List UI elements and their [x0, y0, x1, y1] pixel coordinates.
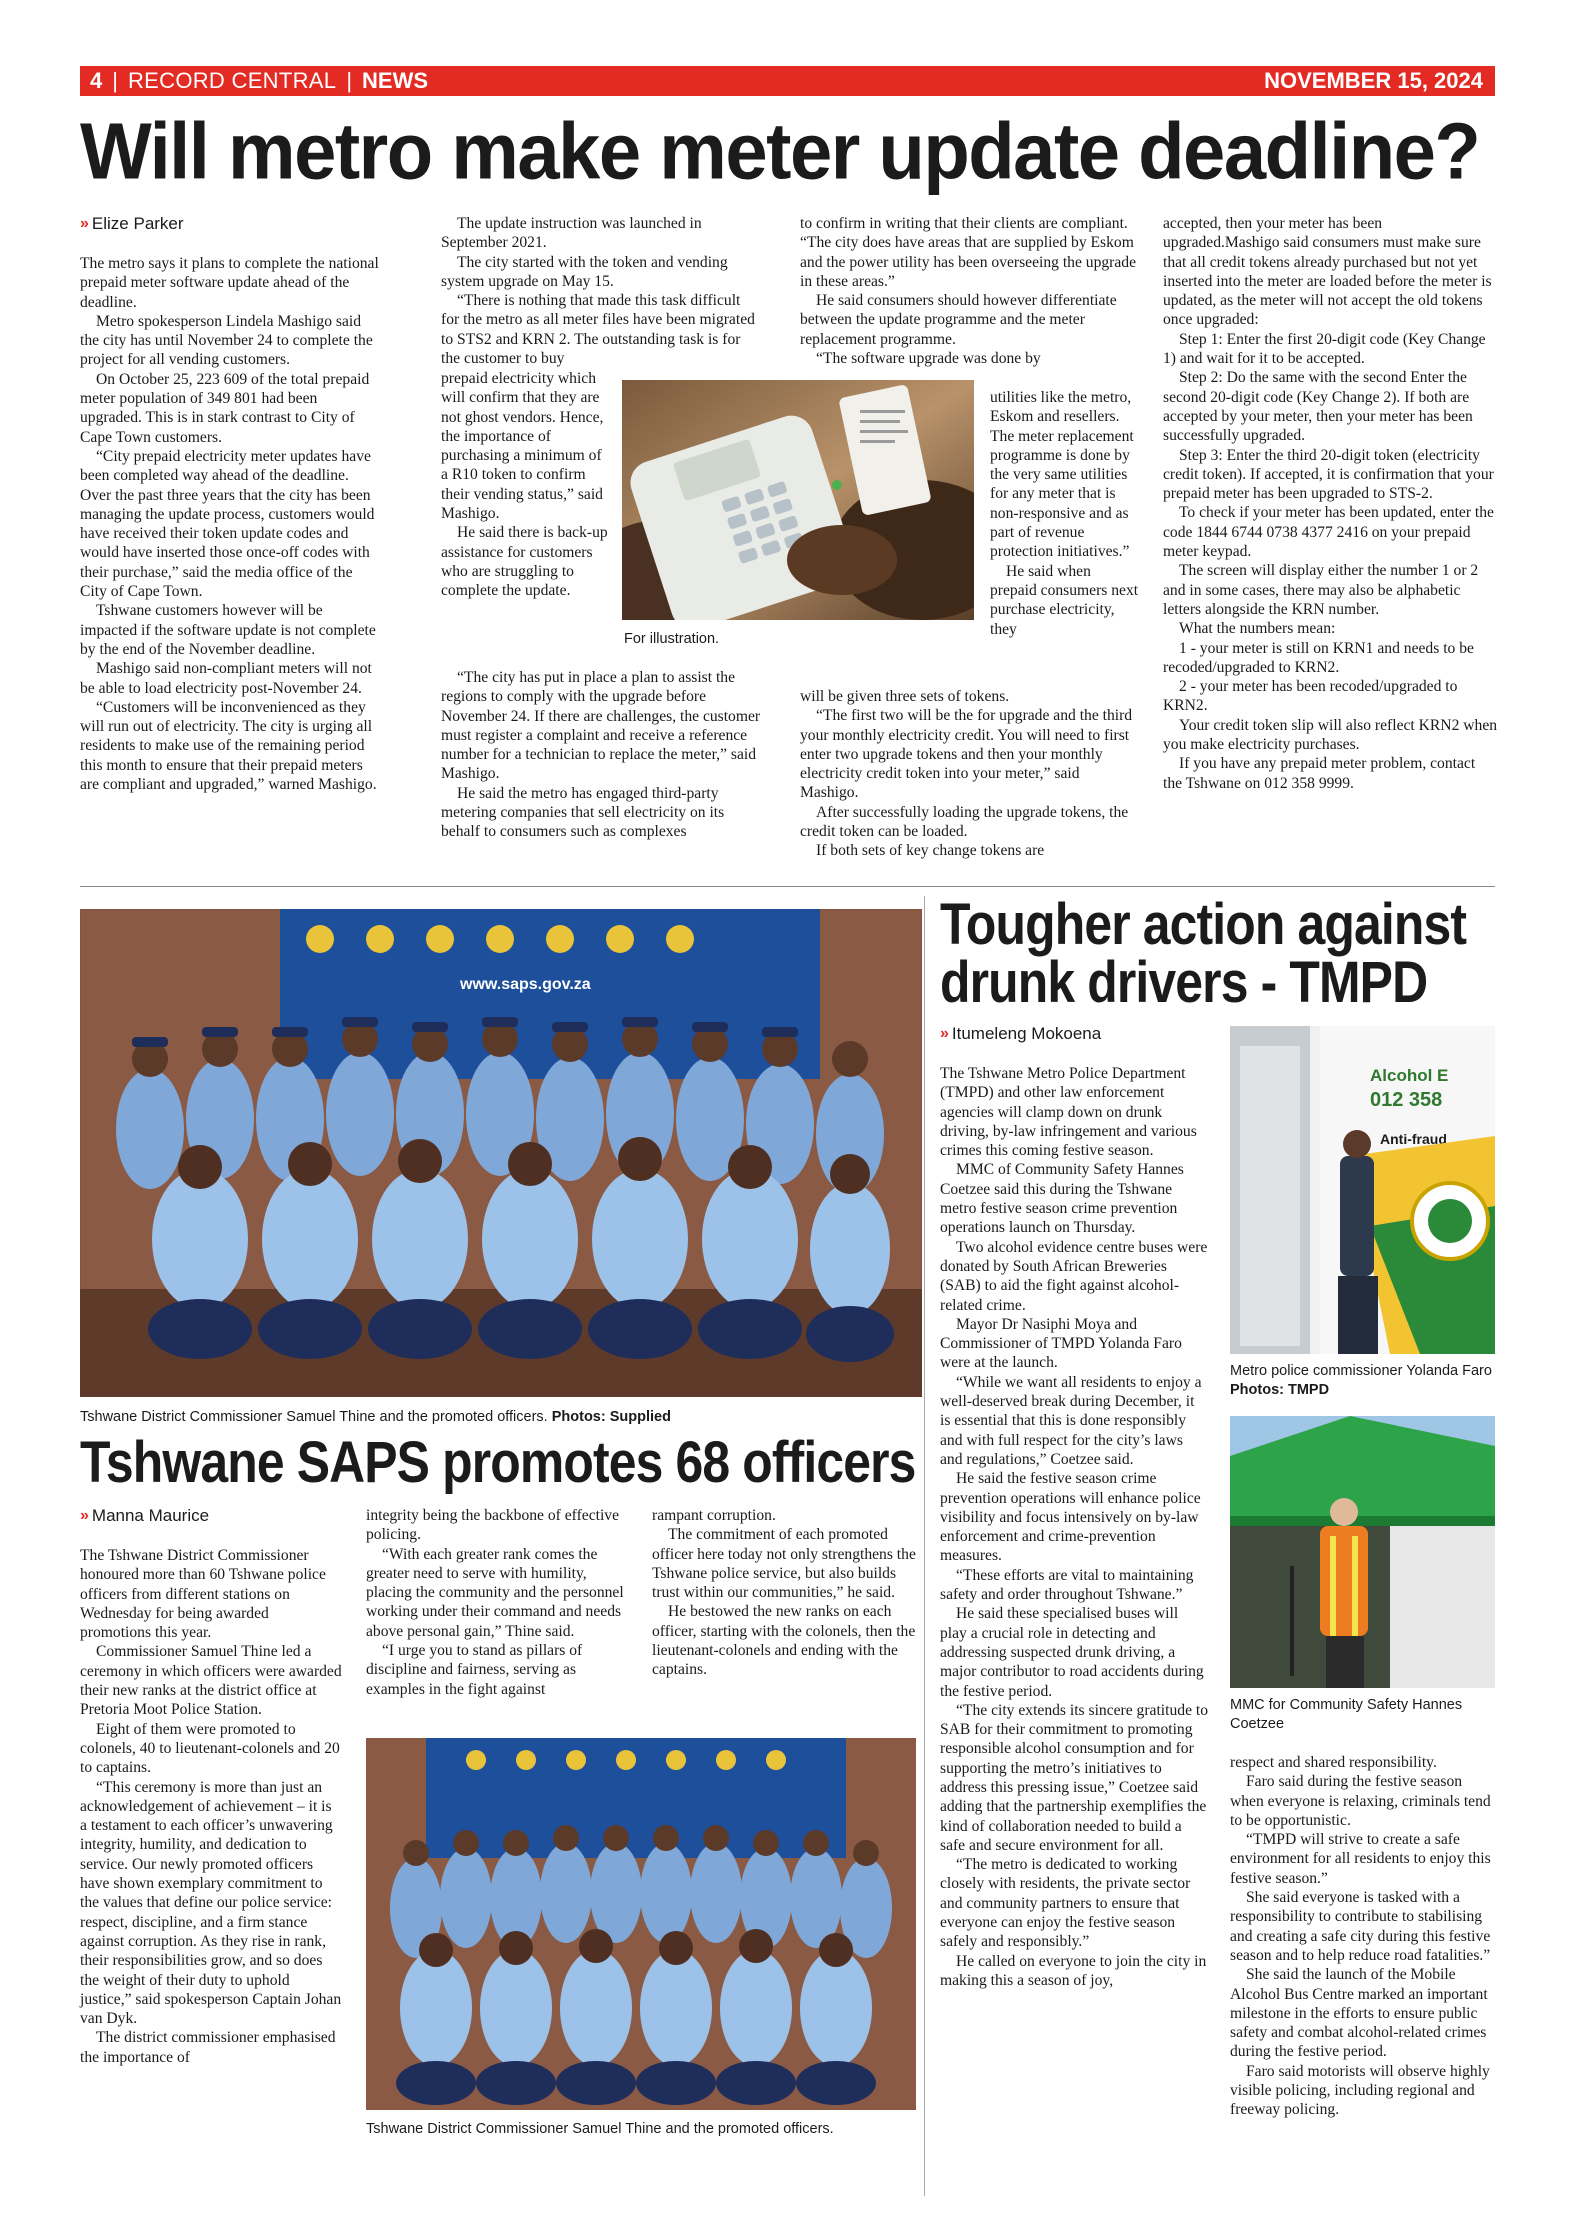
chevron-right-icon: »	[80, 215, 86, 232]
paragraph: What the numbers mean:	[1179, 620, 1336, 638]
tmpd-mmc-photo	[1230, 1416, 1495, 1688]
paragraph: “With each greater rank comes the greater need to serve with humility, placing the community and the personnel working under their command and needs above personal gain,” Thine said.	[366, 1545, 624, 1640]
paragraph: “The city extends its sincere gratitude to SAB for their commitment to promoting responsible alcohol consumption and for supporting the metro’s initiatives to address this pressing issue,” Coetzee said adding that the partnership exemplifies the kind of collaboration needed to build a safe and secure environment for all.	[940, 1701, 1209, 1854]
saps-photo-caption	[80, 1408, 671, 1427]
section-divider	[80, 886, 1495, 887]
paragraph: Mashigo said non-compliant meters will not be able to load electricity post-November 24.	[80, 660, 372, 697]
paragraph: Eight of them were promoted to colonels, 40 to lieutenant-colonels and 20 to captains.	[80, 1720, 340, 1777]
paragraph: The city started with the token and vending system upgrade on May 15.	[441, 253, 728, 290]
paragraph: To check if your meter has been updated, enter the code 1844 6744 0738 4377 2416 on your prepaid meter keypad.	[1163, 504, 1494, 561]
paragraph: After successfully loading the upgrade tokens, the credit token can be loaded.	[800, 803, 1129, 841]
chevron-right-icon: »	[80, 1507, 86, 1524]
paragraph: He said the metro has engaged third-party metering companies that sell electricity on its behalf to consumers such as complexes	[441, 784, 725, 841]
paragraph: “This ceremony is more than just an acknowledgement of achievement – it is a testament to each officer’s unwavering integrity, humility, and dedication to service. Our newly promoted officers have shown exemplary commitment to the values that define our police service: respect, discipline, and a firm stance against corruption. As they rise in rank, their responsibilities grow, and so does the weight of their duty to uphold justice,” said spokesperson Captain Johan van Dyk.	[80, 1778, 342, 2028]
saps-officers-photo	[80, 909, 922, 1397]
paragraph: If both sets of key change tokens are	[816, 842, 1045, 860]
saps-officers-photo-2	[366, 1738, 916, 2110]
paragraph: Commissioner Samuel Thine led a ceremony in which officers were awarded their new ranks at the district office at Pretoria Moot Police Station.	[80, 1643, 342, 1719]
paragraph: integrity being the backbone of effective policing.	[366, 1507, 620, 1544]
paragraph: The commitment of each promoted officer here today not only strengthens the Tshwane police service, but also builds trust within our communities,” he said.	[652, 1526, 916, 1602]
paragraph: Step 3: Enter the third 20-digit token (electricity credit token). If accepted, it is confirmation that your prepaid meter has been upgraded to STS-2.	[1163, 446, 1494, 503]
paragraph: Faro said during the festive season when everyone is relaxing, criminals tend to be opportunistic.	[1230, 1773, 1491, 1829]
paragraph: The Tshwane District Commissioner honoured more than 60 Tshwane police officers from different stations on Wednesday for being awarded promotions this year.	[80, 1547, 326, 1642]
photo-credit: Photos: TMPD	[1230, 1382, 1330, 1398]
paragraph: Step 1: Enter the first 20-digit code (Key Change 1) and wait for it to be accepted.	[1163, 330, 1486, 368]
paragraph: “There is nothing that made this task difficult for the metro as all meter files have been migrated to STS2 and KRN 2. The outstanding task is for the customer to buy	[441, 292, 755, 368]
paragraph: 1 - your meter is still on KRN1 and needs to be recoded/upgraded to KRN2.	[1163, 639, 1474, 676]
paragraph: utilities like the metro, Eskom and resellers. The meter replacement programme is done by the very same utilities for any meter that is non-responsive and as part of revenue protection initiatives.”	[990, 389, 1134, 561]
tmpd-byline	[940, 1024, 1101, 1044]
main-column-1	[80, 254, 382, 794]
main-column-3-narrow	[990, 388, 1140, 639]
paragraph: “I urge you to stand as pillars of discipline and fairness, serving as examples in the fight against	[366, 1642, 583, 1698]
paragraph: He bestowed the new ranks on each officer, starting with the colonels, then the lieutenant-colonels and ending with the captains.	[652, 1603, 916, 1679]
paragraph: Mayor Dr Nasiphi Moya and Commissioner of TMPD Yolanda Faro were at the launch.	[940, 1315, 1182, 1372]
paragraph: “Customers will be inconvenienced as they will run out of electricity. The city is urging all residents to make use of the remaining period this month to ensure that their prepaid meters are compliant and upgraded,” warned Mashigo.	[80, 698, 377, 794]
paragraph: “The metro is dedicated to working closely with residents, the private sector and community partners to ensure that everyone can enjoy the festive season safely and responsibly.”	[940, 1856, 1191, 1951]
paragraph: will be given three sets of tokens.	[800, 688, 1010, 705]
paragraph: He said when prepaid consumers next purchase electricity, they	[990, 562, 1139, 638]
photo-credit: Photos: Supplied	[551, 1409, 671, 1425]
paragraph: The update instruction was launched in September 2021.	[441, 215, 702, 252]
paragraph: MMC of Community Safety Hannes Coetzee said this during the Tshwane metro festive season crime prevention operations launch on Thursday.	[940, 1161, 1184, 1237]
paragraph: to confirm in writing that their clients are compliant. “The city does have areas that are supplied by Eskom and the power utility has been overseeing the upgrade in these areas.”	[800, 215, 1137, 290]
saps-column-1	[80, 1546, 342, 2067]
headline-line: Tougher action against	[940, 892, 1467, 957]
bus-text: Alcohol E	[1370, 1066, 1449, 1085]
saps-column-3	[652, 1506, 916, 1680]
paragraph: He said consumers should however differentiate between the update programme and the meter replacement programme.	[800, 292, 1117, 348]
bus-text: Anti-fraud	[1380, 1131, 1447, 1147]
paragraph: He called on everyone to join the city in making this a season of joy,	[940, 1952, 1207, 1989]
paragraph: On October 25, 223 609 of the total prepaid meter population of 349 801 had been upgraded. This is in stark contrast to City of Cape Town customers.	[80, 370, 370, 446]
publication-name: RECORD CENTRAL	[127, 68, 337, 93]
paragraph: She said the launch of the Mobile Alcohol Bus Centre marked an important milestone in the efforts to ensure public safety and combat alcohol-related crimes during the festive period.	[1230, 1966, 1488, 2061]
tmpd-bus-photo	[1230, 1026, 1495, 1354]
paragraph: If you have any prepaid meter problem, contact the Tshwane on 012 358 9999.	[1163, 755, 1476, 792]
main-column-2-top	[441, 214, 761, 368]
paragraph: “TMPD will strive to create a safe environment for all residents to enjoy this festive season.”	[1230, 1831, 1491, 1887]
chevron-right-icon: »	[940, 1025, 946, 1042]
headline-line: drunk drivers - TMPD	[940, 950, 1428, 1015]
paragraph: respect and shared responsibility.	[1230, 1754, 1437, 1771]
separator: |	[346, 68, 353, 93]
column-divider	[924, 896, 925, 2196]
paragraph: He said these specialised buses will play a crucial role in detecting and addressing suspected drunk driving, a major contributor to road accidents during the festive period.	[940, 1605, 1204, 1700]
paragraph: Step 2: Do the same with the second Enter the second 20-digit code (Key Change 2). If both are accepted by your meter, then your meter has been successfully upgraded.	[1163, 369, 1473, 445]
paragraph: Tshwane customers however will be impacted if the software update is not complete by the end of the November deadline.	[80, 602, 376, 658]
main-column-3-top	[800, 214, 1140, 368]
bus-text: 012 358	[1370, 1089, 1443, 1111]
caption-text: Metro police commissioner Yolanda Faro	[1230, 1363, 1492, 1379]
paragraph: The Tshwane Metro Police Department (TMPD) and other law enforcement agencies will clamp down on drunk driving, by-law infringement and various crimes this coming festive season.	[940, 1065, 1197, 1160]
paragraph: 2 - your meter has been recoded/upgraded to KRN2.	[1163, 678, 1458, 715]
saps-photo-2-caption: Tshwane District Commissioner Samuel Thine and the promoted officers.	[366, 2121, 834, 2137]
paragraph: “These efforts are vital to maintaining safety and order throughout Tshwane.”	[940, 1566, 1194, 1604]
main-column-2-narrow	[441, 369, 611, 601]
main-column-3-bottom	[800, 687, 1140, 861]
saps-url-banner-text: www.saps.gov.za	[460, 976, 591, 993]
paragraph: The district commissioner emphasised the importance of	[80, 2029, 336, 2066]
main-headline: Will metro make meter update deadline?	[80, 106, 1480, 197]
paragraph: He said the festive season crime prevention operations will enhance police visibility and focus intensively on by-law enforcement and crime-prevention measures.	[940, 1470, 1201, 1565]
paragraph: Two alcohol evidence centre buses were donated by South African Breweries (SAB) to aid the fight against alcohol-related crime.	[940, 1238, 1208, 1314]
author-name: Itumeleng Mokoena	[951, 1024, 1102, 1043]
issue-date: NOVEMBER 15, 2024	[1264, 68, 1483, 93]
main-column-2-bottom	[441, 668, 761, 842]
tmpd-column-1	[940, 1064, 1208, 1990]
page-header-bar	[80, 66, 1495, 96]
author-name: Manna Maurice	[91, 1506, 210, 1525]
paragraph: Your credit token slip will also reflect KRN2 when you make electricity purchases.	[1163, 716, 1498, 754]
main-column-4	[1163, 214, 1498, 793]
caption-text: Tshwane District Commissioner Samuel Thine and the promoted officers.	[80, 1409, 548, 1425]
section-name: NEWS	[362, 68, 429, 93]
paragraph: She said everyone is tasked with a responsibility to contribute to stabilising and creating a safe city during this festive season and to help reduce road fatalities.”	[1230, 1889, 1491, 1964]
paragraph: “While we want all residents to enjoy a well-deserved break during December, it is essential that this is done responsibly and with full respect for the city’s laws and regulations,” Coetzee said.	[940, 1373, 1202, 1468]
paragraph: Metro spokesperson Lindela Mashigo said the city has until November 24 to complete the project for all vending customers.	[80, 312, 373, 369]
paragraph: rampant corruption.	[652, 1507, 776, 1524]
meter-photo-caption: For illustration.	[624, 631, 720, 647]
author-name: Elize Parker	[91, 214, 184, 233]
separator: |	[112, 68, 118, 93]
paragraph: “The first two will be the for upgrade and the third your monthly electricity credit. You will need to first enter two upgrade tokens and then your monthly electricity credit token into your meter,” said Mashigo.	[800, 707, 1133, 802]
tmpd-headline	[940, 892, 1473, 1015]
paragraph: prepaid electricity which will confirm that they are not ghost vendors. Hence, the importance of purchasing a minimum of a R10 token to confirm their vending status,” said Mashigo.	[441, 370, 604, 523]
paragraph: He said there is back-up assistance for customers who are struggling to complete the update.	[441, 524, 608, 600]
prepaid-meter-photo	[622, 380, 974, 620]
tmpd-column-2	[1230, 1753, 1495, 2120]
tmpd-photo-1-caption	[1230, 1362, 1495, 1400]
paragraph: Faro said motorists will observe highly visible policing, including regional and freeway policing.	[1230, 2062, 1490, 2119]
paragraph: The screen will display either the number 1 or 2 and in some cases, there may also be alphabetic letters alongside the KRN number.	[1163, 562, 1479, 618]
saps-column-2	[366, 1506, 630, 1699]
paragraph: “The city has put in place a plan to assist the regions to comply with the upgrade before November 24. If there are challenges, the customer must register a complaint and receive a reference number for a technician to replace the meter,” said Mashigo.	[441, 669, 761, 783]
paragraph: “The software upgrade was done by	[816, 350, 1041, 368]
saps-byline	[80, 1506, 209, 1526]
saps-headline: Tshwane SAPS promotes 68 officers	[80, 1430, 916, 1495]
tmpd-photo-2-caption: MMC for Community Safety Hannes Coetzee	[1230, 1697, 1463, 1732]
page-number: 4	[90, 68, 103, 93]
paragraph: accepted, then your meter has been upgraded.Mashigo said consumers must make sure that all credit tokens already purchased but not yet inserted into the meter are loaded before the meter is updated, as the meter will not accept the old tokens once upgraded:	[1163, 215, 1492, 329]
main-byline	[80, 214, 184, 234]
paragraph: The metro says it plans to complete the national prepaid meter software update ahead of the deadline.	[80, 255, 379, 311]
paragraph: “City prepaid electricity meter updates have been completed way ahead of the deadline. Over the past three years that the city has been managing the update process, customers would have received their token update codes and would have inserted those once-off codes with their purchase,” said the media office of the City of Cape Town.	[80, 447, 375, 601]
